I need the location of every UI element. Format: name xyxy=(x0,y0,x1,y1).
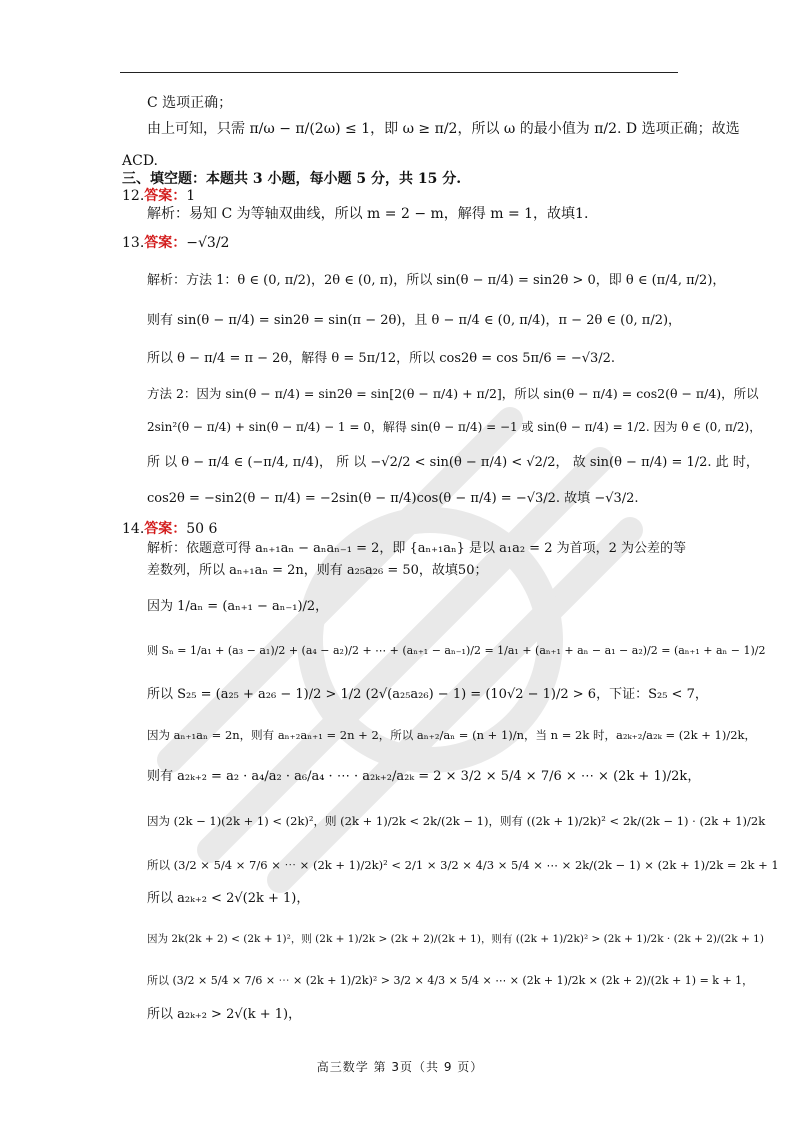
text-line xyxy=(147,490,639,508)
line-text: cos2θ = −sin2(θ − π/4) = −2sin(θ − π/4)cos(θ − π/4) = −√3/2. 故填 −√3/2. xyxy=(147,491,639,506)
text-line xyxy=(147,856,779,874)
line-text: 解析：依题意可得 aₙ₊₁aₙ − aₙaₙ₋₁ = 2，即 {aₙ₊₁aₙ} 是以 a₁a₂ = 2 为首项，2 为公差的等 xyxy=(147,541,687,556)
line-text: 所以 (3/2 × 5/4 × 7/6 × ⋯ × (2k + 1)/2k)² > 3/2 × 4/3 × 5/4 × ⋯ × (2k + 1)/2k × (2k + 2)/(2k + 1) = k + 1， xyxy=(147,974,754,987)
text-line xyxy=(147,272,725,290)
line-text: 所以 a₂ₖ₊₂ < 2√(2k + 1)， xyxy=(147,891,310,906)
line-text: 所 以 θ − π/4 ∈ (−π/4, π/4)， 所 以 −√2/2 < sin(θ − π/4) < √2/2， 故 sin(θ − π/4) = 1/2. 此 时， xyxy=(147,455,759,470)
line-text: 1 xyxy=(186,188,196,204)
text-line xyxy=(147,930,764,948)
answer-label: 答案： xyxy=(144,235,187,251)
text-line xyxy=(147,385,759,403)
line-text: ACD. xyxy=(122,153,158,169)
text-line xyxy=(122,152,158,170)
text-line xyxy=(147,642,766,660)
line-text: 所以 S₂₅ = (a₂₅ + a₂₆ − 1)/2 > 1/2 (2√(a₂₅a₂₆) − 1) = (10√2 − 1)/2 > 6，下证：S₂₅ < 7， xyxy=(147,687,708,702)
question-number: 14. xyxy=(122,521,145,537)
text-line xyxy=(147,350,615,368)
text-line xyxy=(147,454,759,472)
text-line xyxy=(147,1006,301,1024)
line-text: 方法 2：因为 sin(θ − π/4) = sin2θ = sin[2(θ − π/4) + π/2]，所以 sin(θ − π/4) = cos2(θ − π/4)，所以 xyxy=(147,386,759,401)
text-line xyxy=(122,170,461,188)
text-line xyxy=(147,562,487,580)
text-line xyxy=(147,120,740,138)
line-text: 所以 a₂ₖ₊₂ > 2√(k + 1)， xyxy=(147,1007,302,1022)
line-text: 解析：方法 1：θ ∈ (0, π/2)，2θ ∈ (0, π)，所以 sin(θ − π/4) = sin2θ > 0，即 θ ∈ (π/4, π/2)， xyxy=(147,273,726,288)
text-line xyxy=(147,598,328,616)
answer-label: 答案： xyxy=(144,521,187,537)
question-number: 13. xyxy=(122,235,145,251)
text-line xyxy=(147,418,761,436)
text-line xyxy=(147,205,588,223)
text-line xyxy=(122,234,229,252)
question-number: 12. xyxy=(122,188,145,204)
line-text: 因为 (2k − 1)(2k + 1) < (2k)²，则 (2k + 1)/2k < 2k/(2k − 1)，则有 ((2k + 1)/2k)² < 2k/(2k − 1) · (2k + 1)/2k xyxy=(147,814,766,828)
line-text: 所以 θ − π/4 = π − 2θ，解得 θ = 5π/12，所以 cos2θ = cos 5π/6 = −√3/2. xyxy=(147,351,616,366)
answer-label: 答案： xyxy=(144,188,187,204)
text-line xyxy=(147,312,681,330)
line-text: 50 6 xyxy=(186,521,218,537)
line-text: 则 Sₙ = 1/a₁ + (a₃ − a₁)/2 + (a₄ − a₂)/2 + ⋯ + (aₙ₊₁ − aₙ₋₁)/2 = 1/a₁ + (aₙ₊₁ + aₙ − a₁ − a₂)/2 = (aₙ₊₁ + aₙ − 1)/2 xyxy=(147,644,766,657)
line-text: 三、填空题：本题共 3 小题，每小题 5 分，共 15 分. xyxy=(122,171,462,187)
line-text: 因为 1/aₙ = (aₙ₊₁ − aₙ₋₁)/2， xyxy=(147,599,329,614)
line-text: 因为 aₙ₊₁aₙ = 2n，则有 aₙ₊₂aₙ₊₁ = 2n + 2，所以 aₙ₊₂/aₙ = (n + 1)/n，当 n = 2k 时，a₂ₖ₊₂/a₂ₖ = (2k + 1)/2k， xyxy=(147,728,756,742)
line-text: −√3/2 xyxy=(186,235,230,251)
text-line xyxy=(147,812,765,830)
text-line xyxy=(147,890,309,908)
text-line xyxy=(147,726,756,744)
line-text: 所以 (3/2 × 5/4 × 7/6 × ⋯ × (2k + 1)/2k)² < 2/1 × 3/2 × 4/3 × 5/4 × ⋯ × 2k/(2k − 1) × (2k + 1)/2k = 2k + 1 xyxy=(147,858,779,872)
text-line xyxy=(122,520,217,538)
line-text: 解析：易知 C 为等轴双曲线，所以 m = 2 − m，解得 m = 1，故填1. xyxy=(147,206,589,222)
text-line xyxy=(122,187,195,205)
text-line xyxy=(147,768,700,786)
line-text: 则有 a₂ₖ₊₂ = a₂ · a₄/a₂ · a₆/a₄ · ⋯ · a₂ₖ₊₂/a₂ₖ = 2 × 3/2 × 5/4 × 7/6 × ⋯ × (2k + 1)/2k， xyxy=(147,769,701,784)
line-text: 因为 2k(2k + 2) < (2k + 1)²，则 (2k + 1)/2k > (2k + 2)/(2k + 1)，则有 ((2k + 1)/2k)² > (2k + 1)/2k · (2k + 2)/(2k + 1) xyxy=(147,933,764,945)
text-line xyxy=(147,972,753,990)
text-line xyxy=(147,686,708,704)
line-text: 由上可知，只需 π/ω − π/(2ω) ≤ 1，即 ω ≥ π/2，所以 ω 的最小值为 π/2. D 选项正确；故选 xyxy=(147,121,740,137)
text-line xyxy=(147,540,686,558)
line-text: 2sin²(θ − π/4) + sin(θ − π/4) − 1 = 0，解得 sin(θ − π/4) = −1 或 sin(θ − π/4) = 1/2. 因为 θ ∈ (0, π/2)， xyxy=(147,420,762,434)
line-text: 差数列，所以 aₙ₊₁aₙ = 2n，则有 a₂₅a₂₆ = 50，故填50； xyxy=(147,563,488,578)
page-footer: 高三数学 第 3页（共 9 页） xyxy=(316,1060,484,1074)
line-text: C 选项正确； xyxy=(147,95,233,111)
line-text: 则有 sin(θ − π/4) = sin2θ = sin(π − 2θ)，且 θ − π/4 ∈ (0, π/4)，π − 2θ ∈ (0, π/2)， xyxy=(147,313,682,328)
header-rule xyxy=(120,72,678,73)
text-line xyxy=(147,94,232,112)
